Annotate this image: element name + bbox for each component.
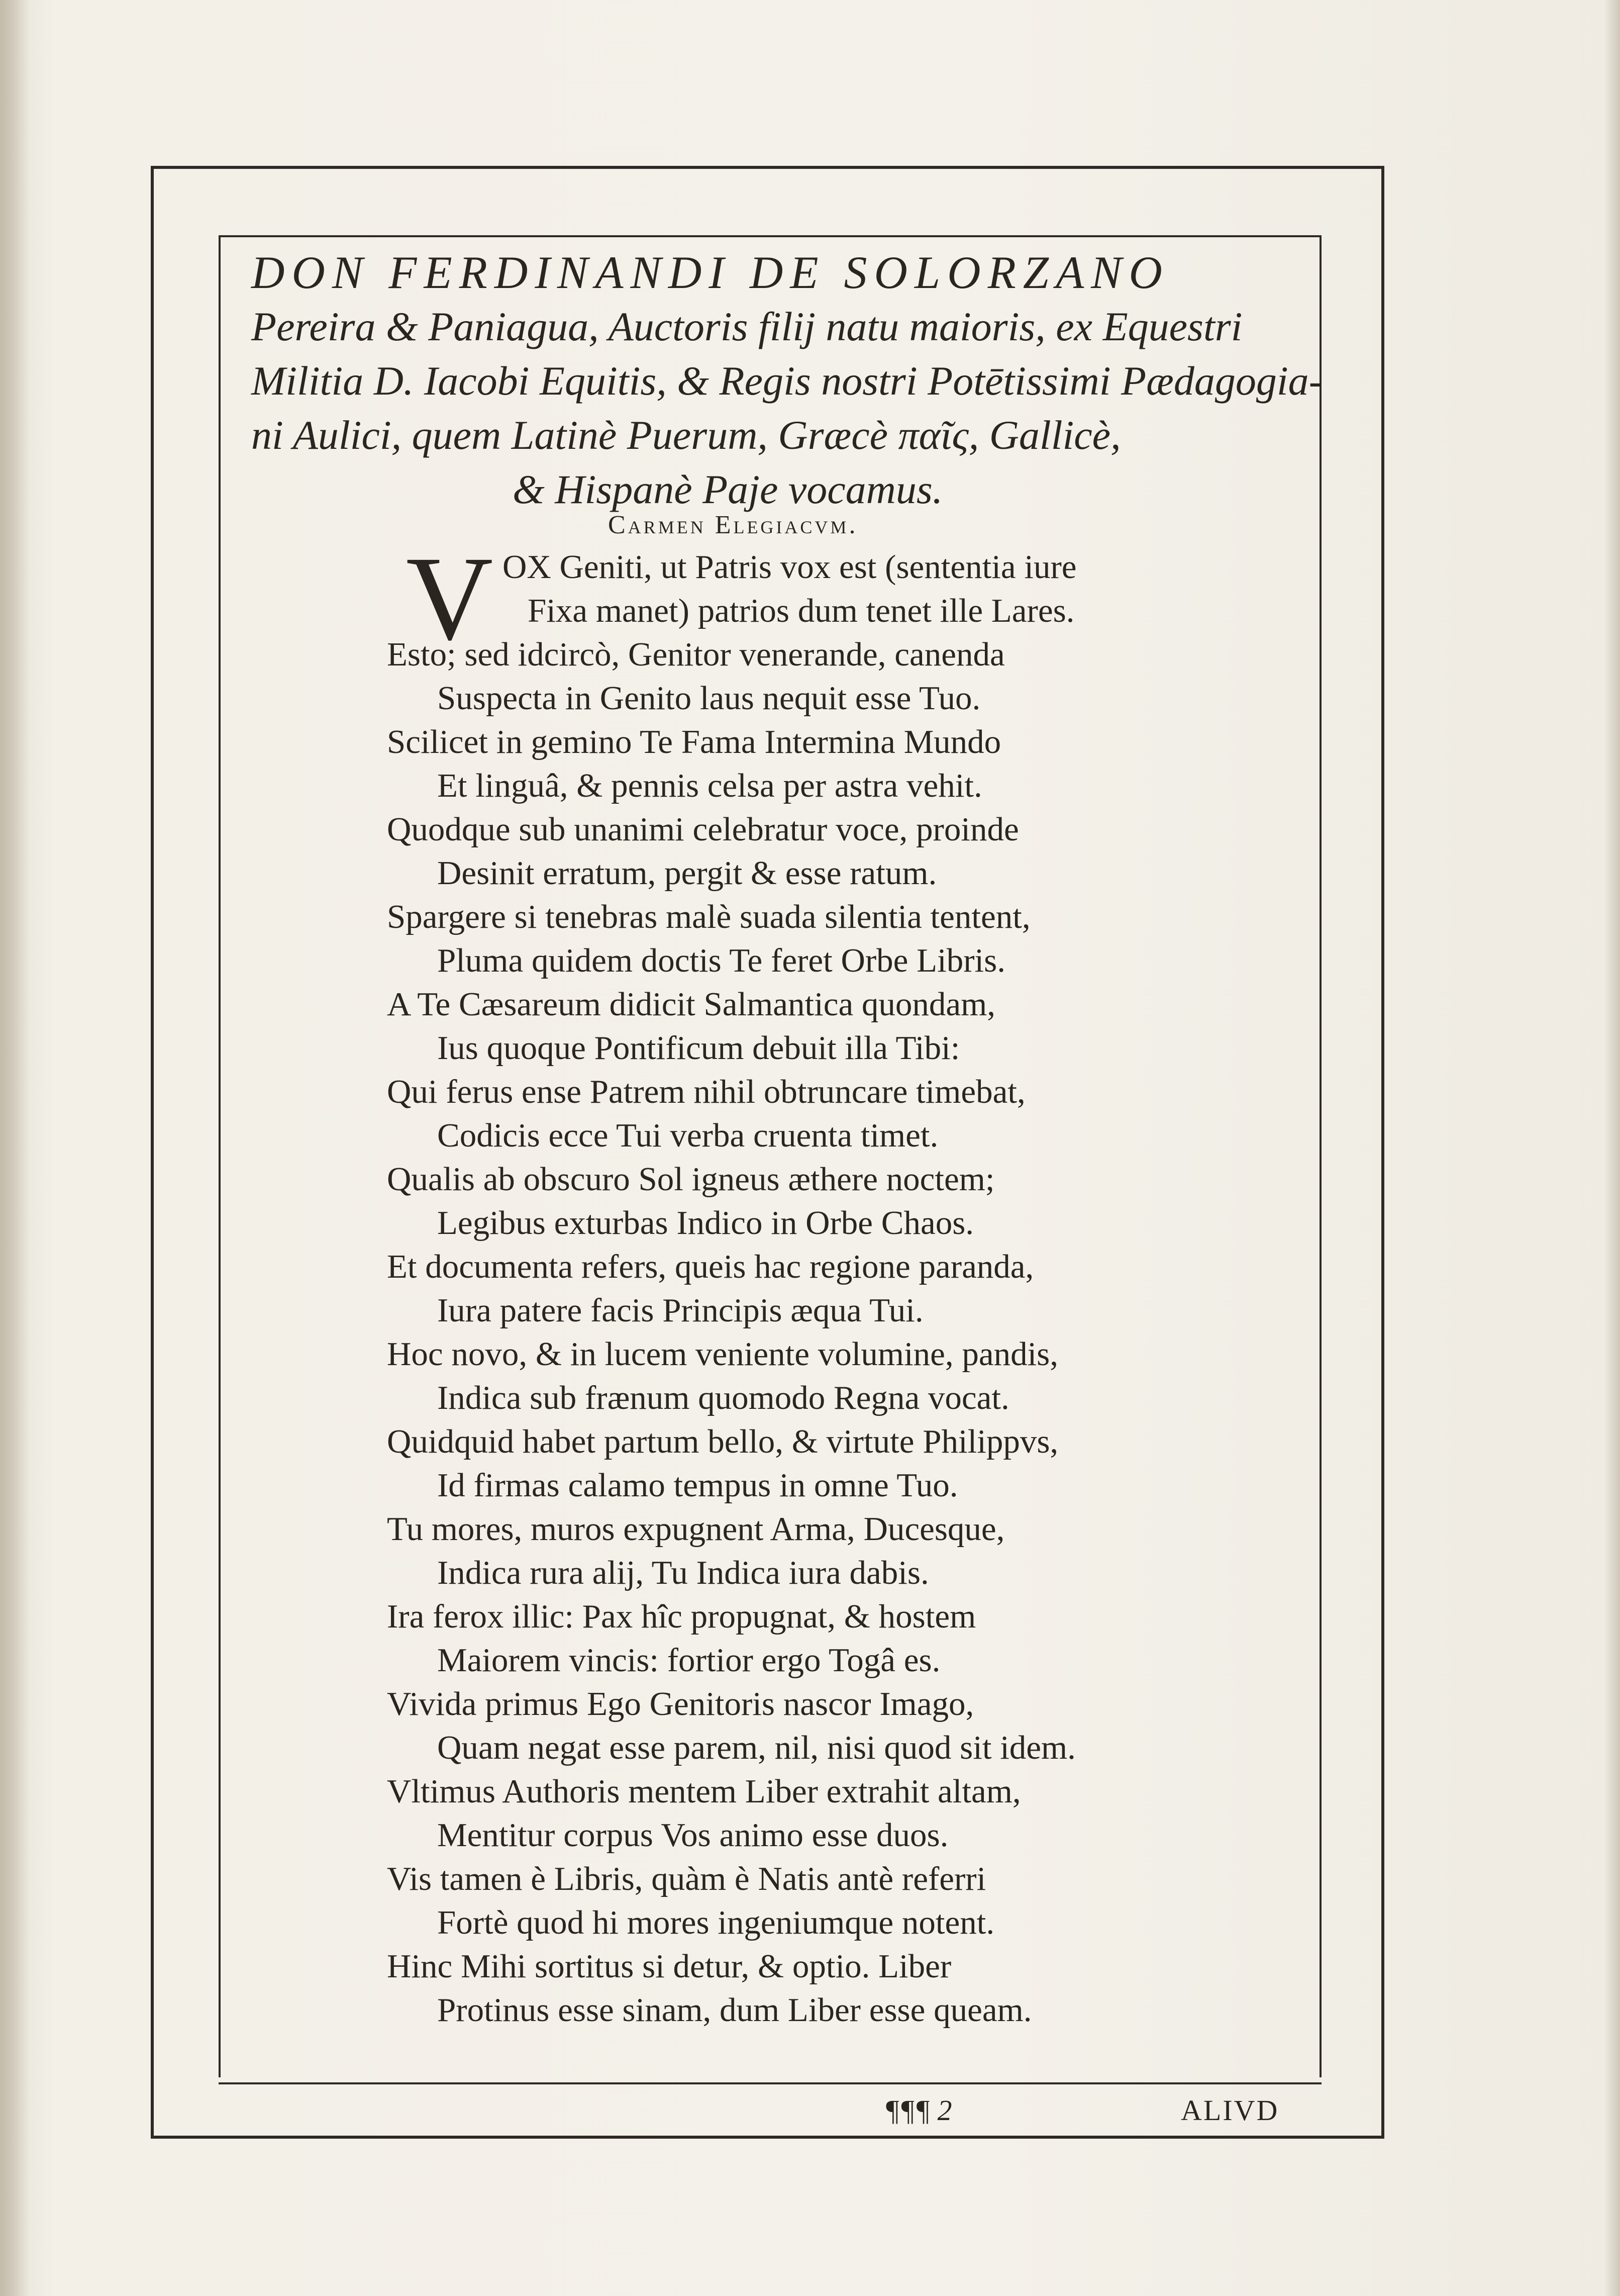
poem-line: Qualis ab obscuro Sol igneus æthere noctem;: [387, 1161, 995, 1198]
poem-line: Mentitur corpus Vos animo esse duos.: [437, 1816, 949, 1854]
poem-line: Spargere si tenebras malè suada silentia tentent,: [387, 898, 1031, 935]
poem-line: Fixa manet) patrios dum tenet ille Lares.: [528, 592, 1075, 629]
heading-line-2: Pereira & Paniagua, Auctoris filij natu maioris, ex Equestri: [251, 304, 1243, 349]
poem-line: Hinc Mihi sortitus si detur, & optio. Liber: [387, 1948, 952, 1985]
poem-line: Indica rura alij, Tu Indica iura dabis.: [437, 1554, 929, 1591]
poem-line: Quidquid habet partum bello, & virtute Philippvs,: [387, 1423, 1059, 1460]
poem-line: Qui ferus ense Patrem nihil obtruncare timebat,: [387, 1073, 1026, 1110]
gutter-shadow: [0, 0, 30, 2296]
poem-line: Ira ferox illic: Pax hîc propugnat, & hostem: [387, 1598, 976, 1635]
poem-line: Vivida primus Ego Genitoris nascor Imago,: [387, 1685, 974, 1723]
poem-line: OX Geniti, ut Patris vox est (sententia iure: [502, 548, 1077, 586]
poem-line: Indica sub frænum quomodo Regna vocat.: [437, 1379, 1009, 1416]
heading-line-5: & Hispanè Paje vocamus.: [513, 466, 943, 512]
poem-line: Iura patere facis Principis æqua Tui.: [437, 1292, 924, 1329]
heading-line-3: Militia D. Iacobi Equitis, & Regis nostri Potētissimi Pædagogia-: [251, 358, 1323, 404]
poem-line: Scilicet in gemino Te Fama Intermina Mundo: [387, 723, 1001, 760]
poem-line: Esto; sed idcircò, Genitor venerande, canenda: [387, 636, 1005, 673]
poem-subtitle: Carmen Elegiacvm.: [608, 511, 858, 539]
poem-line: Maiorem vincis: fortior ergo Togâ es.: [437, 1642, 941, 1679]
poem-line: Et linguâ, & pennis celsa per astra vehit.: [437, 767, 982, 804]
page-edge: [1603, 0, 1620, 2296]
catchword: ALIVD: [1181, 2094, 1279, 2127]
poem-line: Quodque sub unanimi celebratur voce, proinde: [387, 811, 1019, 848]
poem-line: Vltimus Authoris mentem Liber extrahit altam,: [387, 1773, 1021, 1810]
poem-body: [387, 531, 1291, 2032]
drop-cap-initial: V: [406, 531, 493, 665]
poem-line: Et documenta refers, queis hac regione paranda,: [387, 1248, 1034, 1285]
poem-line: A Te Cæsareum didicit Salmantica quondam,: [387, 986, 996, 1023]
heading-line-4: ni Aulici, quem Latinè Puerum, Græcè παῖς, Gallicè,: [251, 412, 1121, 458]
poem-line: Suspecta in Genito laus nequit esse Tuo.: [437, 680, 981, 717]
poem-line: Fortè quod hi mores ingeniumque notent.: [437, 1904, 995, 1941]
poem-line: Codicis ecce Tui verba cruenta timet.: [437, 1117, 939, 1154]
poem-line: Protinus esse sinam, dum Liber esse queam.: [437, 1991, 1032, 2029]
poem-line: Legibus exturbas Indico in Orbe Chaos.: [437, 1204, 974, 1241]
dedication-heading: [251, 245, 1323, 517]
poem-line: Quam negat esse parem, nil, nisi quod sit idem.: [437, 1729, 1076, 1766]
poem-line: Vis tamen è Libris, quàm è Natis antè referri: [387, 1860, 986, 1897]
poem-line: Id firmas calamo tempus in omne Tuo.: [437, 1467, 958, 1504]
bottom-rule: [219, 2082, 1322, 2084]
heading-line-1: DON FERDINANDI DE SOLORZANO: [251, 247, 1169, 298]
poem-line: Tu mores, muros expugnent Arma, Ducesque,: [387, 1510, 1005, 1548]
poem-line: Desinit erratum, pergit & esse ratum.: [437, 854, 937, 892]
poem-line: Ius quoque Pontificum debuit illa Tibi:: [437, 1029, 960, 1067]
poem-line: Pluma quidem doctis Te feret Orbe Libris.: [437, 942, 1005, 979]
signature-mark: ¶¶¶ 2: [884, 2094, 952, 2127]
poem-line: Hoc novo, & in lucem veniente volumine, pandis,: [387, 1335, 1059, 1373]
